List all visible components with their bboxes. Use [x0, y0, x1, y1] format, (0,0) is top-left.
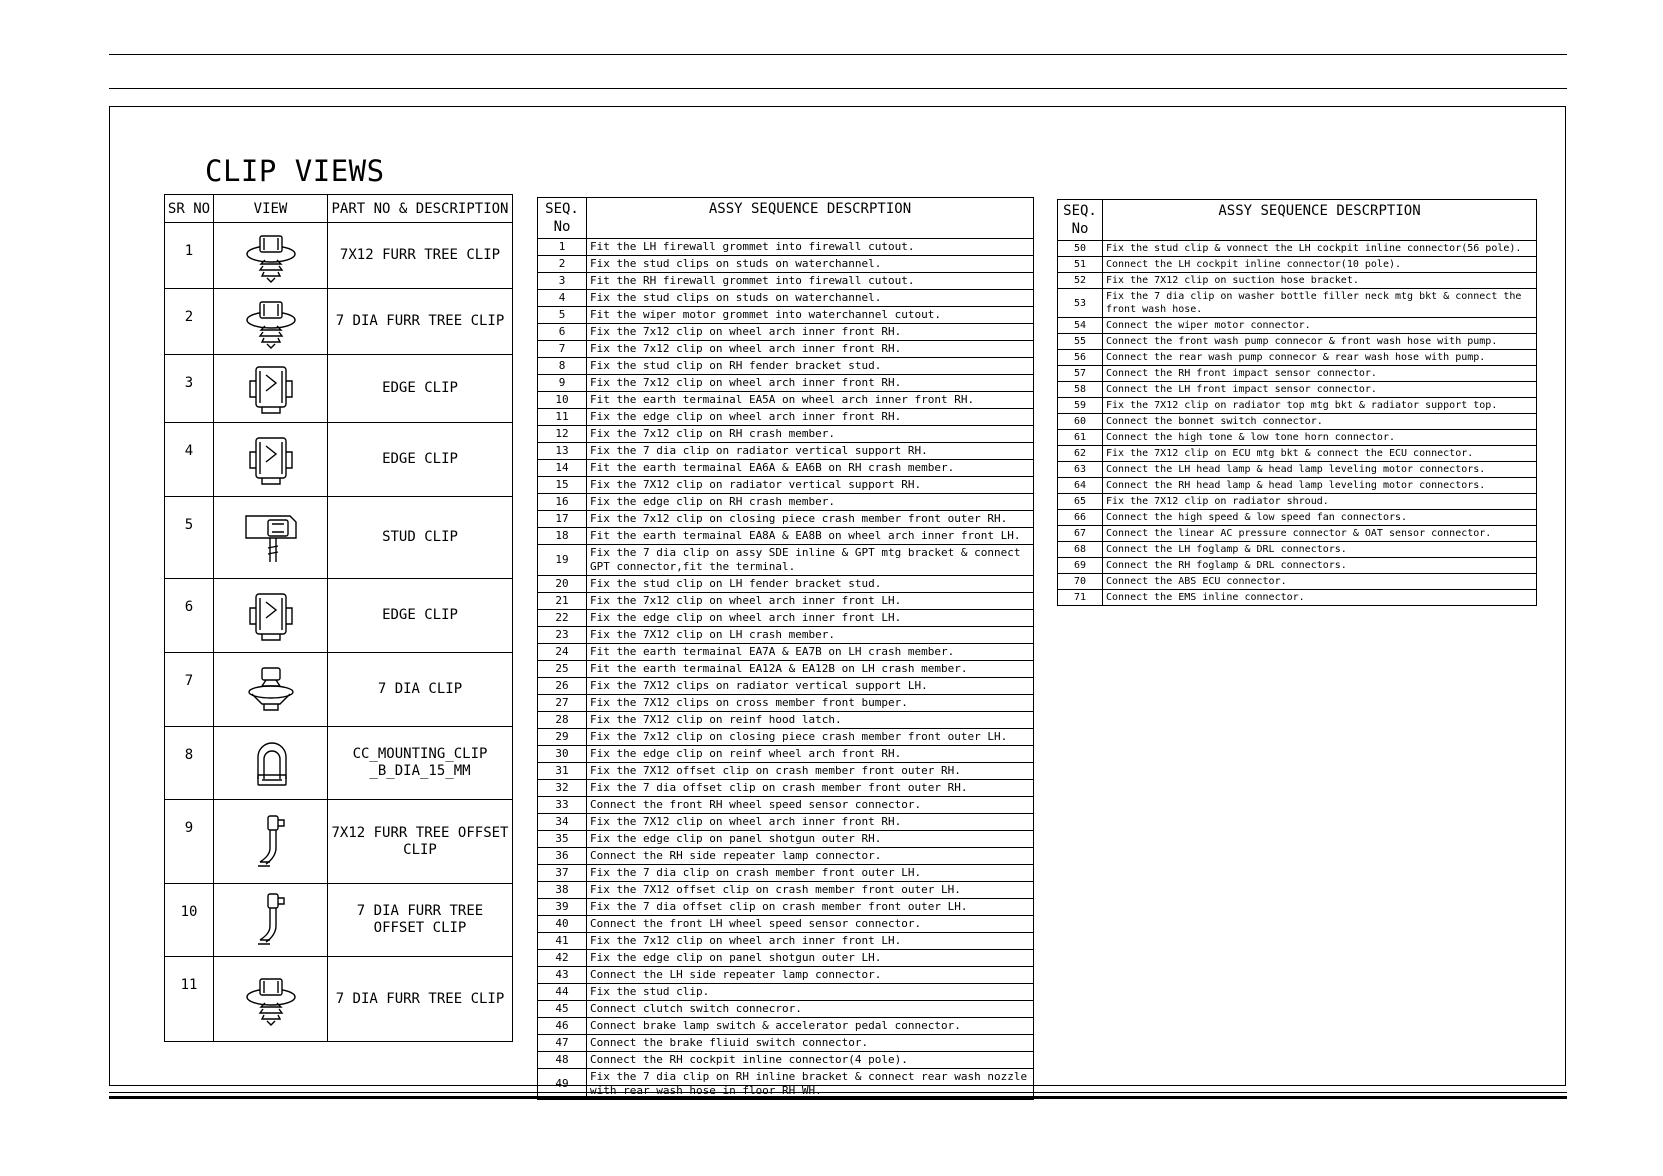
seq-row: [538, 610, 1034, 627]
seq-table-header: [538, 198, 1034, 239]
seq-number: 14: [538, 460, 587, 477]
seq-description: Fix the edge clip on wheel arch inner front RH.: [587, 409, 1034, 426]
clip-sr-no: 4: [165, 423, 214, 497]
seq-number: 34: [538, 814, 587, 831]
seq-row: [538, 678, 1034, 695]
clip-view-cell: [214, 653, 328, 727]
clip-view-cell: [214, 423, 328, 497]
seq-number: 63: [1058, 462, 1103, 478]
seq-description: Fit the earth termainal EA6A & EA6B on RH crash member.: [587, 460, 1034, 477]
clip-description: EDGE CLIP: [328, 423, 513, 497]
seq-number: 68: [1058, 542, 1103, 558]
clip-sr-no: 7: [165, 653, 214, 727]
seq-row: [1058, 366, 1537, 382]
seq-row: [538, 1018, 1034, 1035]
seq-description: Fix the 7X12 clip on radiator shroud.: [1103, 494, 1537, 510]
seq-description: Connect the EMS inline connector.: [1103, 590, 1537, 606]
seq-number: 47: [538, 1035, 587, 1052]
clip-view-cell: [214, 957, 328, 1042]
seq-description: Fix the 7x12 clip on wheel arch inner front RH.: [587, 324, 1034, 341]
seq-number: 46: [538, 1018, 587, 1035]
clip-view-cell: [214, 497, 328, 579]
clip-row: [165, 579, 513, 653]
seq-description: Connect the LH front impact sensor connector.: [1103, 382, 1537, 398]
clip-description: EDGE CLIP: [328, 355, 513, 423]
seq-row: [538, 695, 1034, 712]
seq-number: 69: [1058, 558, 1103, 574]
seq-number: 35: [538, 831, 587, 848]
seq-number: 53: [1058, 289, 1103, 318]
seq-number: 20: [538, 576, 587, 593]
clip-description: 7X12 FURR TREE OFFSET CLIP: [328, 800, 513, 884]
seq-row: [1058, 318, 1537, 334]
seq-description: Fix the 7x12 clip on wheel arch inner front RH.: [587, 341, 1034, 358]
seq-row: [538, 358, 1034, 375]
seq-description: Fix the 7X12 clip on radiator vertical support RH.: [587, 477, 1034, 494]
seq-number: 36: [538, 848, 587, 865]
seq-no-header: [538, 198, 587, 239]
clip-description: 7 DIA FURR TREE OFFSET CLIP: [328, 884, 513, 957]
seq-row: [538, 1035, 1034, 1052]
offset-clip-icon: [214, 892, 327, 948]
seq-number: 61: [1058, 430, 1103, 446]
seq-row: [538, 324, 1034, 341]
edge-clip-icon: [214, 361, 327, 417]
fir-tree-clip-icon: [214, 294, 327, 350]
seq-description: Fix the stud clip.: [587, 984, 1034, 1001]
seq-description: Fix the 7x12 clip on RH crash member.: [587, 426, 1034, 443]
edge-clip-icon: [214, 432, 327, 488]
seq-number: 67: [1058, 526, 1103, 542]
seq-row: [1058, 446, 1537, 462]
seq-number: 17: [538, 511, 587, 528]
seq-row: [538, 477, 1034, 494]
seq-row: [1058, 462, 1537, 478]
seq-description: Fix the 7X12 clip on radiator top mtg bkt & radiator support top.: [1103, 398, 1537, 414]
seq-description: Connect the LH foglamp & DRL connectors.: [1103, 542, 1537, 558]
seq-row: [538, 848, 1034, 865]
seq-description: Fix the 7 dia offset clip on crash member front outer LH.: [587, 899, 1034, 916]
seq-row: [538, 494, 1034, 511]
seq-description: Fix the 7 dia clip on RH inline bracket & connect rear wash nozzle with rear wash hose in floor RH WH.: [587, 1069, 1034, 1100]
seq-description: Connect the LH side repeater lamp connector.: [587, 967, 1034, 984]
seq-row: [538, 814, 1034, 831]
seq-number: 44: [538, 984, 587, 1001]
seq-row: [538, 409, 1034, 426]
seq-number: 33: [538, 797, 587, 814]
seq-row: [538, 576, 1034, 593]
seq-row: [538, 511, 1034, 528]
seq-description: Fix the 7x12 clip on wheel arch inner front LH.: [587, 593, 1034, 610]
seq-number: 18: [538, 528, 587, 545]
clip-sr-no: 10: [165, 884, 214, 957]
seq-description: Fix the 7x12 clip on wheel arch inner front LH.: [587, 933, 1034, 950]
seq-number: 45: [538, 1001, 587, 1018]
seq-number: 3: [538, 273, 587, 290]
push-clip-icon: [214, 662, 327, 718]
seq-row: [538, 933, 1034, 950]
clip-row: [165, 423, 513, 497]
seq-description: Fix the 7X12 clip on wheel arch inner front RH.: [587, 814, 1034, 831]
clip-sr-no: 3: [165, 355, 214, 423]
seq-row: [538, 882, 1034, 899]
seq-description: Fit the wiper motor grommet into waterchannel cutout.: [587, 307, 1034, 324]
seq-desc-header: ASSY SEQUENCE DESCRPTION: [587, 198, 1034, 239]
seq-number: 66: [1058, 510, 1103, 526]
seq-description: Connect the wiper motor connector.: [1103, 318, 1537, 334]
seq-number: 25: [538, 661, 587, 678]
seq-row: [1058, 430, 1537, 446]
seq-description: Connect the bonnet switch connector.: [1103, 414, 1537, 430]
seq-row: [1058, 510, 1537, 526]
seq-row: [538, 290, 1034, 307]
clip-row: [165, 223, 513, 289]
top-rule: [109, 54, 1567, 55]
seq-number: 57: [1058, 366, 1103, 382]
seq-row: [538, 712, 1034, 729]
seq-number: 19: [538, 545, 587, 576]
seq-row: [1058, 558, 1537, 574]
seq-description: Connect the RH side repeater lamp connector.: [587, 848, 1034, 865]
seq-description: Fit the LH firewall grommet into firewall cutout.: [587, 239, 1034, 256]
seq-row: [538, 967, 1034, 984]
clip-description: CC_MOUNTING_CLIP _B_DIA_15_MM: [328, 727, 513, 800]
clip-view-cell: [214, 884, 328, 957]
clip-row: [165, 800, 513, 884]
seq-row: [538, 1001, 1034, 1018]
seq-description: Fit the earth termainal EA8A & EA8B on wheel arch inner front LH.: [587, 528, 1034, 545]
seq-row: [538, 899, 1034, 916]
seq-row: [1058, 398, 1537, 414]
seq-description: Fix the 7X12 clips on radiator vertical support LH.: [587, 678, 1034, 695]
seq-row: [1058, 257, 1537, 273]
seq-row: [538, 426, 1034, 443]
seq-row: [538, 627, 1034, 644]
seq-row: [538, 256, 1034, 273]
seq-number: 27: [538, 695, 587, 712]
seq-number: 55: [1058, 334, 1103, 350]
seq-description: Fix the 7x12 clip on wheel arch inner front RH.: [587, 375, 1034, 392]
clip-sr-no: 11: [165, 957, 214, 1042]
fir-tree-clip-icon: [214, 971, 327, 1027]
seq-number: 42: [538, 950, 587, 967]
seq-number: 48: [538, 1052, 587, 1069]
seq-number: 54: [1058, 318, 1103, 334]
seq-number: 32: [538, 780, 587, 797]
seq-row: [538, 1052, 1034, 1069]
seq-number: 60: [1058, 414, 1103, 430]
seq-description: Connect the front LH wheel speed sensor connector.: [587, 916, 1034, 933]
seq-number: 51: [1058, 257, 1103, 273]
seq-row: [538, 528, 1034, 545]
seq-description: Fix the stud clips on studs on waterchannel.: [587, 256, 1034, 273]
clip-view-cell: [214, 355, 328, 423]
seq-row: [538, 746, 1034, 763]
seq-row: [538, 763, 1034, 780]
seq-row: [538, 1069, 1034, 1100]
seq-number: 64: [1058, 478, 1103, 494]
seq-description: Fix the stud clip & vonnect the LH cockpit inline connector(56 pole).: [1103, 241, 1537, 257]
seq-no-header-label: SEQ. No: [545, 201, 579, 235]
seq-row: [538, 545, 1034, 576]
seq-description: Fix the 7X12 offset clip on crash member front outer LH.: [587, 882, 1034, 899]
seq-row: [1058, 526, 1537, 542]
seq-number: 5: [538, 307, 587, 324]
page-title: CLIP VIEWS: [205, 154, 385, 188]
seq-number: 31: [538, 763, 587, 780]
header-rule: [109, 88, 1567, 89]
clip-table-header: [165, 195, 513, 223]
view-header: VIEW: [214, 195, 328, 223]
seq-row: [538, 273, 1034, 290]
seq-number: 29: [538, 729, 587, 746]
seq-description: Fix the edge clip on panel shotgun outer RH.: [587, 831, 1034, 848]
seq-description: Fit the earth termainal EA5A on wheel arch inner front RH.: [587, 392, 1034, 409]
seq-row: [538, 392, 1034, 409]
seq-number: 22: [538, 610, 587, 627]
seq-description: Fix the 7 dia clip on assy SDE inline & GPT mtg bracket & connect GPT connector,fit the terminal.: [587, 545, 1034, 576]
clip-row: [165, 289, 513, 355]
seq-row: [538, 916, 1034, 933]
seq-number: 62: [1058, 446, 1103, 462]
description-header: PART NO & DESCRIPTION: [328, 195, 513, 223]
seq-number: 59: [1058, 398, 1103, 414]
seq-row: [538, 239, 1034, 256]
seq-row: [1058, 494, 1537, 510]
edge-clip-icon: [214, 588, 327, 644]
seq-description: Fix the 7X12 clip on suction hose bracket.: [1103, 273, 1537, 289]
seq-row: [538, 661, 1034, 678]
seq-description: Connect the high tone & low tone horn connector.: [1103, 430, 1537, 446]
seq-number: 43: [538, 967, 587, 984]
seq-description: Fix the edge clip on panel shotgun outer LH.: [587, 950, 1034, 967]
seq-description: Fit the earth termainal EA7A & EA7B on LH crash member.: [587, 644, 1034, 661]
seq-description: Fix the 7x12 clip on closing piece crash member front outer RH.: [587, 511, 1034, 528]
mounting-clip-icon: [214, 735, 327, 791]
seq-number: 4: [538, 290, 587, 307]
stud-clip-icon: [214, 510, 327, 566]
seq-description: Fix the stud clip on RH fender bracket stud.: [587, 358, 1034, 375]
seq-number: 52: [1058, 273, 1103, 289]
seq-description: Fit the RH firewall grommet into firewall cutout.: [587, 273, 1034, 290]
seq-description: Connect the rear wash pump connecor & rear wash hose with pump.: [1103, 350, 1537, 366]
seq-number: 10: [538, 392, 587, 409]
clip-view-cell: [214, 727, 328, 800]
seq-description: Connect the LH cockpit inline connector(10 pole).: [1103, 257, 1537, 273]
seq-description: Connect the front RH wheel speed sensor connector.: [587, 797, 1034, 814]
seq-no-header-label: SEQ. No: [1063, 203, 1097, 237]
seq-table-header: [1058, 200, 1537, 241]
seq-number: 70: [1058, 574, 1103, 590]
clip-sr-no: 5: [165, 497, 214, 579]
clip-sr-no: 1: [165, 223, 214, 289]
seq-description: Connect the linear AC pressure connector & OAT sensor connector.: [1103, 526, 1537, 542]
seq-number: 41: [538, 933, 587, 950]
offset-clip-icon: [214, 814, 327, 870]
seq-row: [538, 780, 1034, 797]
clip-row: [165, 727, 513, 800]
seq-description: Fix the 7X12 clip on reinf hood latch.: [587, 712, 1034, 729]
seq-description: Connect brake lamp switch & accelerator pedal connector.: [587, 1018, 1034, 1035]
seq-number: 71: [1058, 590, 1103, 606]
seq-row: [538, 797, 1034, 814]
seq-number: 49: [538, 1069, 587, 1100]
seq-number: 65: [1058, 494, 1103, 510]
clip-description: EDGE CLIP: [328, 579, 513, 653]
seq-number: 37: [538, 865, 587, 882]
seq-number: 21: [538, 593, 587, 610]
assy-sequence-table-right: [1057, 199, 1537, 606]
seq-description: Fix the 7 dia clip on radiator vertical support RH.: [587, 443, 1034, 460]
seq-row: [1058, 574, 1537, 590]
seq-description: Fix the 7X12 clips on cross member front bumper.: [587, 695, 1034, 712]
seq-description: Fix the edge clip on reinf wheel arch front RH.: [587, 746, 1034, 763]
seq-description: Fix the 7x12 clip on closing piece crash member front outer LH.: [587, 729, 1034, 746]
seq-number: 38: [538, 882, 587, 899]
seq-description: Fix the 7X12 offset clip on crash member front outer RH.: [587, 763, 1034, 780]
seq-description: Connect the brake fliuid switch connector.: [587, 1035, 1034, 1052]
seq-row: [538, 831, 1034, 848]
seq-desc-header: ASSY SEQUENCE DESCRPTION: [1103, 200, 1537, 241]
seq-number: 28: [538, 712, 587, 729]
seq-description: Connect the high speed & low speed fan connectors.: [1103, 510, 1537, 526]
seq-description: Connect the RH front impact sensor connector.: [1103, 366, 1537, 382]
seq-number: 23: [538, 627, 587, 644]
seq-number: 12: [538, 426, 587, 443]
clip-row: [165, 884, 513, 957]
seq-no-header: [1058, 200, 1103, 241]
clip-sr-no: 6: [165, 579, 214, 653]
fir-tree-clip-icon: [214, 228, 327, 284]
seq-number: 40: [538, 916, 587, 933]
seq-row: [538, 375, 1034, 392]
seq-row: [538, 984, 1034, 1001]
seq-description: Fix the 7 dia clip on crash member front outer LH.: [587, 865, 1034, 882]
seq-row: [538, 341, 1034, 358]
clip-description: 7 DIA FURR TREE CLIP: [328, 957, 513, 1042]
seq-number: 50: [1058, 241, 1103, 257]
clip-sr-no: 2: [165, 289, 214, 355]
seq-number: 26: [538, 678, 587, 695]
seq-number: 24: [538, 644, 587, 661]
seq-number: 58: [1058, 382, 1103, 398]
seq-number: 7: [538, 341, 587, 358]
seq-number: 9: [538, 375, 587, 392]
seq-row: [1058, 542, 1537, 558]
seq-description: Fix the edge clip on wheel arch inner front LH.: [587, 610, 1034, 627]
seq-row: [538, 460, 1034, 477]
clip-row: [165, 355, 513, 423]
clip-view-cell: [214, 223, 328, 289]
seq-row: [538, 644, 1034, 661]
seq-description: Connect the RH head lamp & head lamp leveling motor connectors.: [1103, 478, 1537, 494]
seq-row: [1058, 414, 1537, 430]
seq-number: 15: [538, 477, 587, 494]
assy-sequence-table-left: [537, 197, 1034, 1100]
clip-row: [165, 497, 513, 579]
seq-number: 16: [538, 494, 587, 511]
clip-sr-no: 8: [165, 727, 214, 800]
seq-row: [538, 443, 1034, 460]
seq-description: Connect the ABS ECU connector.: [1103, 574, 1537, 590]
clip-row: [165, 653, 513, 727]
seq-number: 2: [538, 256, 587, 273]
seq-description: Fix the 7 dia offset clip on crash member front outer RH.: [587, 780, 1034, 797]
seq-row: [538, 865, 1034, 882]
seq-number: 13: [538, 443, 587, 460]
seq-description: Fix the 7 dia clip on washer bottle filler neck mtg bkt & connect the front wash hose.: [1103, 289, 1537, 318]
seq-number: 11: [538, 409, 587, 426]
seq-number: 6: [538, 324, 587, 341]
seq-description: Fix the 7X12 clip on LH crash member.: [587, 627, 1034, 644]
seq-row: [1058, 289, 1537, 318]
seq-description: Fix the edge clip on RH crash member.: [587, 494, 1034, 511]
seq-row: [1058, 382, 1537, 398]
clip-sr-no: 9: [165, 800, 214, 884]
seq-number: 1: [538, 239, 587, 256]
seq-description: Connect the LH head lamp & head lamp leveling motor connectors.: [1103, 462, 1537, 478]
seq-row: [538, 307, 1034, 324]
seq-row: [1058, 590, 1537, 606]
clip-view-cell: [214, 289, 328, 355]
clip-description: 7 DIA CLIP: [328, 653, 513, 727]
seq-row: [538, 950, 1034, 967]
seq-row: [1058, 241, 1537, 257]
seq-number: 8: [538, 358, 587, 375]
clip-description: STUD CLIP: [328, 497, 513, 579]
seq-description: Connect the RH cockpit inline connector(4 pole).: [587, 1052, 1034, 1069]
clip-row: [165, 957, 513, 1042]
seq-row: [538, 593, 1034, 610]
seq-number: 56: [1058, 350, 1103, 366]
clip-description: 7X12 FURR TREE CLIP: [328, 223, 513, 289]
clip-view-cell: [214, 579, 328, 653]
clip-description: 7 DIA FURR TREE CLIP: [328, 289, 513, 355]
seq-row: [1058, 350, 1537, 366]
seq-row: [1058, 478, 1537, 494]
seq-description: Connect the front wash pump connecor & front wash hose with pump.: [1103, 334, 1537, 350]
seq-row: [538, 729, 1034, 746]
seq-description: Connect the RH foglamp & DRL connectors.: [1103, 558, 1537, 574]
clip-views-table: [164, 194, 513, 1042]
sr-no-header: SR NO: [165, 195, 214, 223]
seq-number: 30: [538, 746, 587, 763]
seq-row: [1058, 334, 1537, 350]
seq-description: Fix the stud clips on studs on waterchannel.: [587, 290, 1034, 307]
clip-view-cell: [214, 800, 328, 884]
seq-number: 39: [538, 899, 587, 916]
seq-description: Fix the stud clip on LH fender bracket stud.: [587, 576, 1034, 593]
seq-description: Fix the 7X12 clip on ECU mtg bkt & connect the ECU connector.: [1103, 446, 1537, 462]
seq-description: Connect clutch switch connecror.: [587, 1001, 1034, 1018]
seq-row: [1058, 273, 1537, 289]
seq-description: Fit the earth termainal EA12A & EA12B on LH crash member.: [587, 661, 1034, 678]
